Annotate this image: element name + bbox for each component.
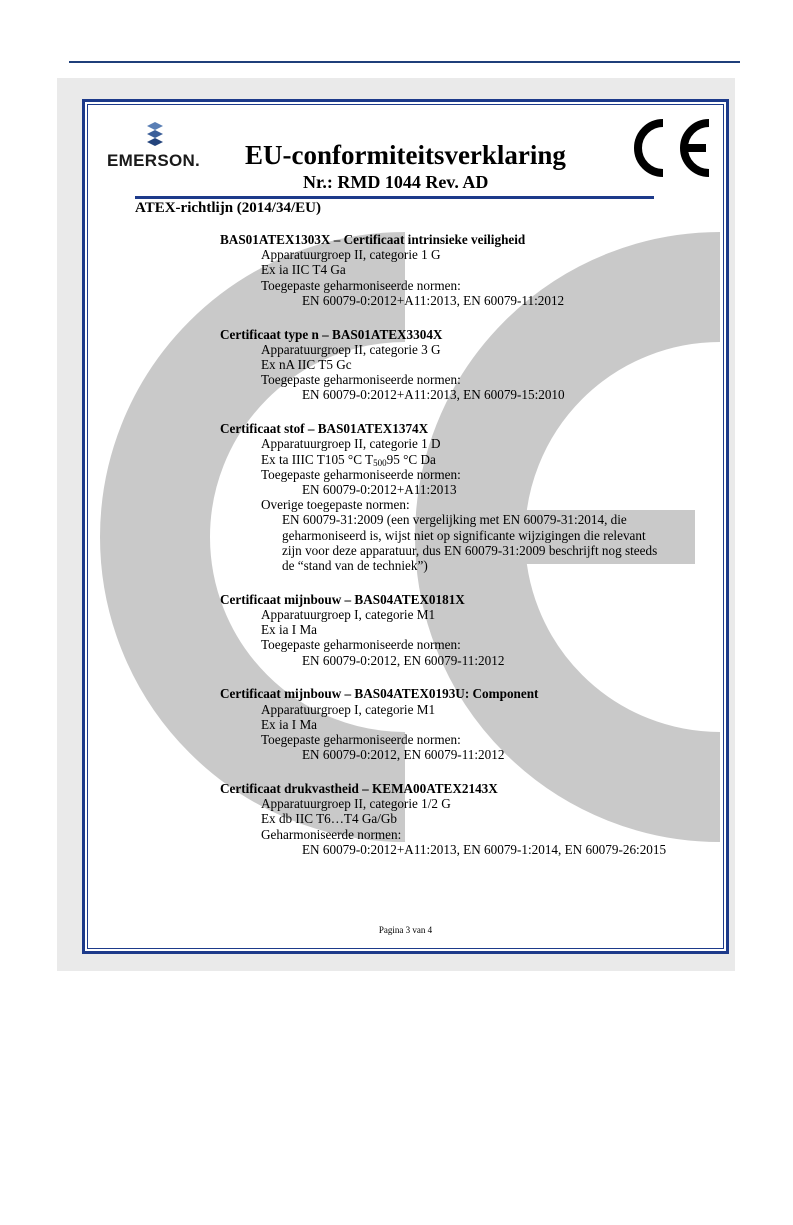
certificate-section xyxy=(220,232,720,308)
standards-list: EN 60079-0:2012, EN 60079-11:2012 xyxy=(302,652,505,668)
section-title: Certificaat mijnbouw – BAS04ATEX0193U: Component xyxy=(220,686,539,702)
declaration-frame xyxy=(82,99,729,954)
ex-marking-sub: 500 xyxy=(373,457,387,468)
ex-marking-post: 95 °C Da xyxy=(386,451,436,467)
equipment-group: Apparatuurgroep I, categorie M1 xyxy=(261,701,436,717)
logo-text: EMERSON. xyxy=(107,151,201,170)
section-title: BAS01ATEX1303X – Certificaat intrinsieke veiligheid xyxy=(220,232,526,247)
ex-marking-pre: Ex ta IIIC T105 °C T xyxy=(261,451,374,467)
ex-marking: Ex nA IIC T5 Gc xyxy=(261,357,352,373)
header-rule xyxy=(69,61,740,63)
standards-list: EN 60079-0:2012+A11:2013, EN 60079-1:2014, EN 60079-26:2015 xyxy=(302,841,667,857)
equipment-group: Apparatuurgroep II, categorie 1 G xyxy=(261,247,441,263)
ex-marking: Ex ia I Ma xyxy=(261,716,318,732)
certificate-section xyxy=(220,327,720,403)
standards-list: EN 60079-0:2012, EN 60079-11:2012 xyxy=(302,747,505,763)
equipment-group: Apparatuurgroep II, categorie 3 G xyxy=(261,341,441,357)
standards-label: Toegepaste geharmoniseerde normen: xyxy=(261,372,461,388)
ex-marking: Ex ia I Ma xyxy=(261,622,318,638)
equipment-group: Apparatuurgroep II, categorie 1/2 G xyxy=(261,796,451,812)
standards-label: Toegepaste geharmoniseerde normen: xyxy=(261,732,461,748)
certificate-section xyxy=(220,686,720,762)
other-standards-line: zijn voor deze apparatuur, dus EN 60079-31:2009 beschrijft nog steeds xyxy=(282,542,658,558)
standards-label: Toegepaste geharmoniseerde normen: xyxy=(261,466,461,482)
certificate-list xyxy=(220,232,720,876)
equipment-group: Apparatuurgroep I, categorie M1 xyxy=(261,607,436,623)
section-title: Certificaat type n – BAS01ATEX3304X xyxy=(220,326,443,342)
standards-label: Toegepaste geharmoniseerde normen: xyxy=(261,277,461,293)
document-title: EU-conformiteitsverklaring xyxy=(245,140,566,170)
certificate-section xyxy=(220,781,720,857)
emerson-logo xyxy=(107,122,217,172)
standards-list: EN 60079-0:2012+A11:2013, EN 60079-11:2012 xyxy=(302,292,565,308)
other-standards-line: geharmoniseerd is, wijst niet op significante wijzigingen die relevant xyxy=(282,527,646,543)
standards-list: EN 60079-0:2012+A11:2013, EN 60079-15:2010 xyxy=(302,387,565,403)
ce-mark-icon xyxy=(625,117,715,179)
document-number: Nr.: RMD 1044 Rev. AD xyxy=(303,172,489,192)
equipment-group: Apparatuurgroep II, categorie 1 D xyxy=(261,436,441,452)
page-number: Pagina 3 van 4 xyxy=(378,925,433,935)
standards-label: Toegepaste geharmoniseerde normen: xyxy=(261,637,461,653)
other-standards-label: Overige toegepaste normen: xyxy=(261,497,410,513)
certificate-section xyxy=(220,592,720,668)
other-standards-line: EN 60079-31:2009 (een vergelijking met EN 60079-31:2014, die xyxy=(282,512,627,528)
title-rule xyxy=(135,196,654,199)
ex-marking: Ex db IIC T6…T4 Ga/Gb xyxy=(261,811,398,827)
directive-heading: ATEX-richtlijn (2014/34/EU) xyxy=(135,200,321,216)
ex-marking xyxy=(220,452,720,467)
emerson-logo-icon xyxy=(145,122,165,150)
ex-marking: Ex ia IIC T4 Ga xyxy=(261,262,346,278)
section-title: Certificaat drukvastheid – KEMA00ATEX2143X xyxy=(220,781,498,797)
section-title: Certificaat stof – BAS01ATEX1374X xyxy=(220,421,429,437)
standards-list: EN 60079-0:2012+A11:2013 xyxy=(302,482,457,498)
standards-label: Geharmoniseerde normen: xyxy=(261,826,402,842)
certificate-section xyxy=(220,421,720,573)
other-standards-line: de “stand van de techniek”) xyxy=(282,558,428,574)
section-title: Certificaat mijnbouw – BAS04ATEX0181X xyxy=(220,591,465,607)
